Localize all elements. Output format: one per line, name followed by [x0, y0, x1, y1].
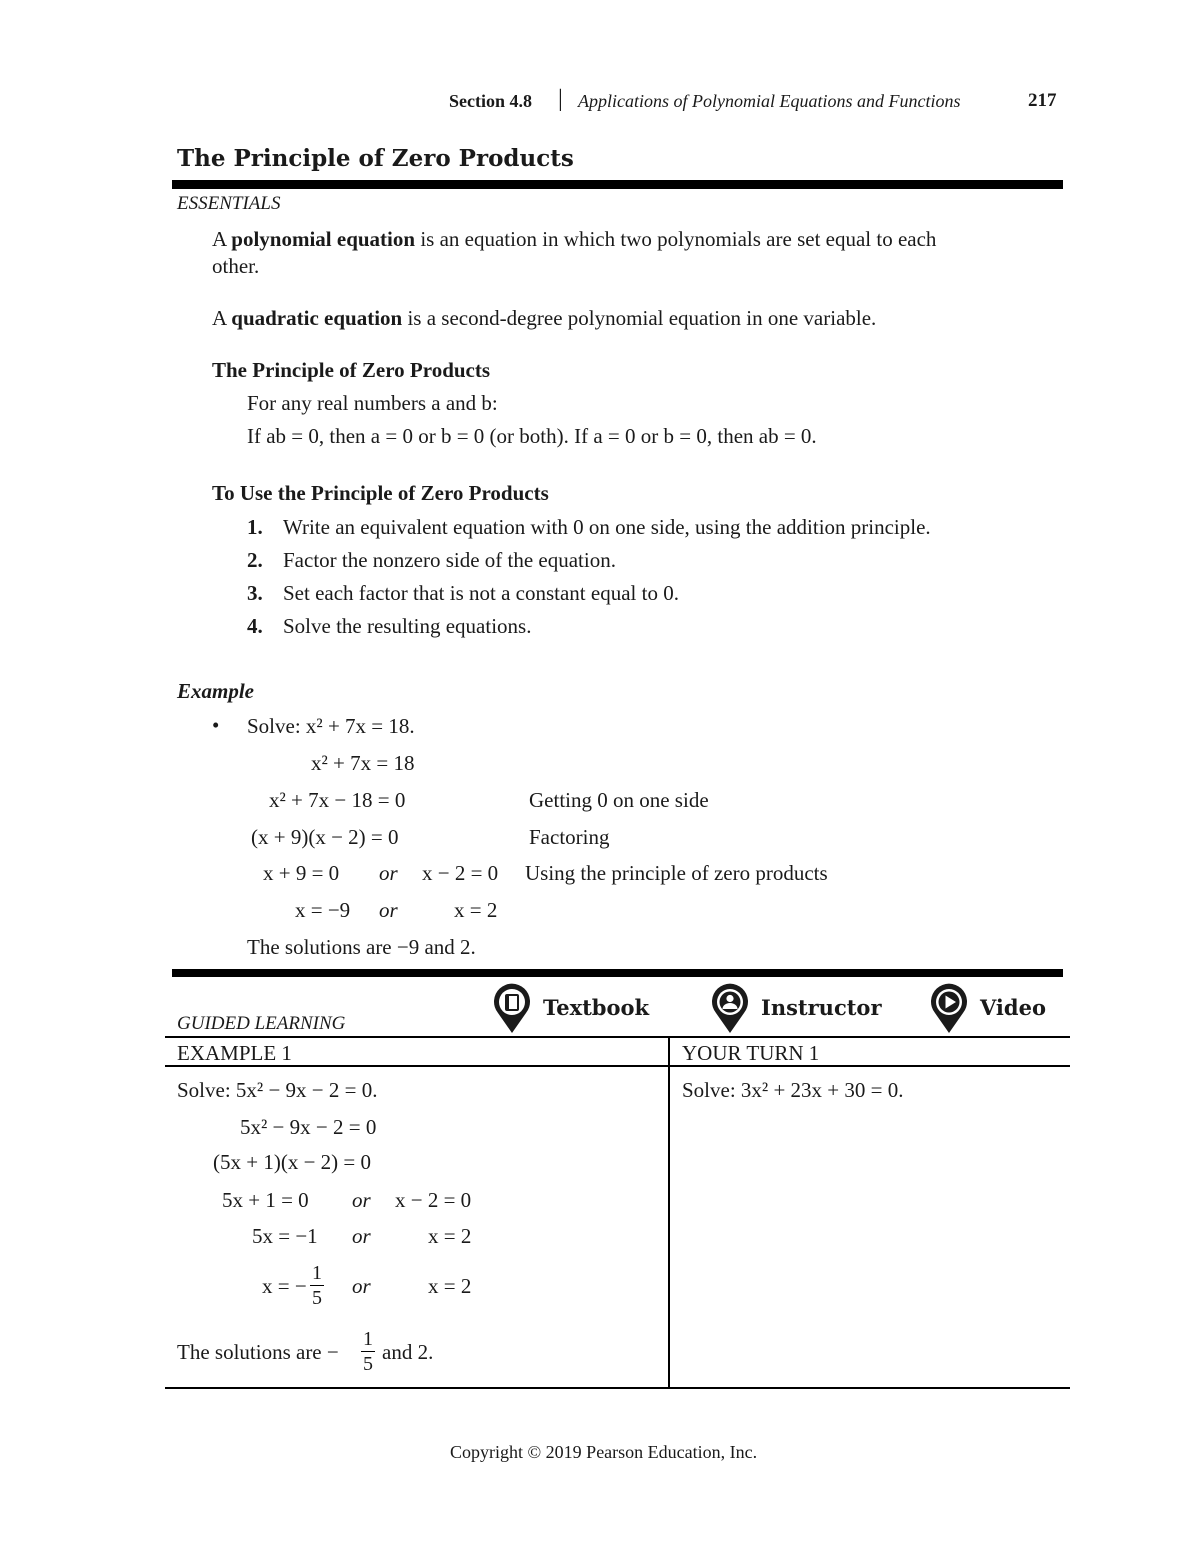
- example1-line5-right: x = 2: [428, 1274, 472, 1298]
- example-step-right: x = 2: [454, 898, 498, 922]
- example-prompt: Solve: x² + 7x = 18.: [247, 714, 415, 738]
- fraction-denominator: 5: [363, 1353, 373, 1375]
- your-turn-prompt: Solve: 3x² + 23x + 30 = 0.: [682, 1078, 904, 1102]
- page-number: 217: [1028, 90, 1057, 111]
- example1-or: or: [352, 1274, 371, 1298]
- fraction-denominator: 5: [312, 1287, 322, 1309]
- textbook-icon[interactable]: [490, 983, 534, 1035]
- step-number: 2.: [247, 548, 263, 572]
- header-separator: |: [558, 86, 563, 112]
- polynomial-definition-line2: other.: [212, 254, 260, 278]
- step-text: Solve the resulting equations.: [283, 614, 532, 638]
- video-label[interactable]: Video: [980, 995, 1046, 1020]
- example1-header: EXAMPLE 1: [177, 1041, 292, 1065]
- principle-line2: If ab = 0, then a = 0 or b = 0 (or both). If a = 0 or b = 0, then ab = 0.: [247, 424, 817, 448]
- example-step-or: or: [379, 861, 398, 885]
- step-text: Factor the nonzero side of the equation.: [283, 548, 616, 572]
- example-step-right: x − 2 = 0: [422, 861, 499, 885]
- step-number: 1.: [247, 515, 263, 539]
- table-rule-header: [165, 1065, 1070, 1067]
- principle-line1: For any real numbers a and b:: [247, 391, 498, 415]
- step-number: 4.: [247, 614, 263, 638]
- video-icon[interactable]: [927, 983, 971, 1035]
- essentials-label: ESSENTIALS: [177, 193, 281, 214]
- example-heading: Example: [177, 679, 254, 703]
- example1-prompt: Solve: 5x² − 9x − 2 = 0.: [177, 1078, 378, 1102]
- table-divider: [668, 1036, 670, 1389]
- conclusion-fraction: [361, 1327, 375, 1376]
- example-step: (x + 9)(x − 2) = 0: [251, 825, 399, 849]
- example1-or: or: [352, 1224, 371, 1248]
- example1-line1: 5x² − 9x − 2 = 0: [240, 1115, 377, 1139]
- example1-line5-left: x = −: [262, 1274, 307, 1298]
- instructor-icon[interactable]: [708, 983, 752, 1035]
- example1-line4-right: x = 2: [428, 1224, 472, 1248]
- to-use-heading: To Use the Principle of Zero Products: [212, 481, 549, 505]
- example1-line4-left: 5x = −1: [252, 1224, 318, 1248]
- example1-or: or: [352, 1188, 371, 1212]
- example-step-note: Factoring: [529, 825, 610, 849]
- step-number: 3.: [247, 581, 263, 605]
- example-step-note: Getting 0 on one side: [529, 788, 709, 812]
- example-step-left: x = −9: [295, 898, 351, 922]
- section-label: Section 4.8: [449, 91, 532, 111]
- example-step: x² + 7x − 18 = 0: [269, 788, 406, 812]
- example-conclusion: The solutions are −9 and 2.: [247, 935, 476, 959]
- step-text: Set each factor that is not a constant equal to 0.: [283, 581, 679, 605]
- example1-conclusion-post: and 2.: [382, 1340, 434, 1364]
- example1-conclusion-pre: The solutions are −: [177, 1340, 339, 1364]
- copyright: Copyright © 2019 Pearson Education, Inc.: [450, 1442, 758, 1462]
- example1-line3-left: 5x + 1 = 0: [222, 1188, 309, 1212]
- example1-line3-right: x − 2 = 0: [395, 1188, 472, 1212]
- bullet: •: [212, 713, 220, 737]
- textbook-label[interactable]: Textbook: [543, 995, 650, 1020]
- example1-line2: (5x + 1)(x − 2) = 0: [213, 1150, 372, 1174]
- chapter-title: Applications of Polynomial Equations and Functions: [578, 91, 961, 111]
- polynomial-definition: A polynomial equation is an equation in which two polynomials are set equal to each: [212, 227, 937, 251]
- fraction-numerator: 1: [363, 1328, 373, 1350]
- fraction-numerator: 1: [312, 1262, 322, 1284]
- principle-heading: The Principle of Zero Products: [212, 358, 491, 382]
- example1-fraction: [310, 1261, 324, 1310]
- guided-label: GUIDED LEARNING: [177, 1013, 346, 1034]
- instructor-label[interactable]: Instructor: [761, 995, 882, 1020]
- step-text: Write an equivalent equation with 0 on one side, using the addition principle.: [283, 515, 931, 539]
- your-turn-header: YOUR TURN 1: [682, 1041, 820, 1065]
- example-step-or: or: [379, 898, 398, 922]
- example-step-note: Using the principle of zero products: [525, 861, 828, 885]
- table-rule-bottom: [165, 1387, 1070, 1389]
- guided-top-rule: [172, 969, 1063, 977]
- example-step-left: x + 9 = 0: [263, 861, 340, 885]
- table-rule-top: [165, 1036, 1070, 1038]
- title-rule: [172, 180, 1063, 189]
- page-title: The Principle of Zero Products: [177, 145, 574, 172]
- quadratic-definition: A quadratic equation is a second-degree polynomial equation in one variable.: [212, 306, 877, 330]
- example-step: x² + 7x = 18: [311, 751, 415, 775]
